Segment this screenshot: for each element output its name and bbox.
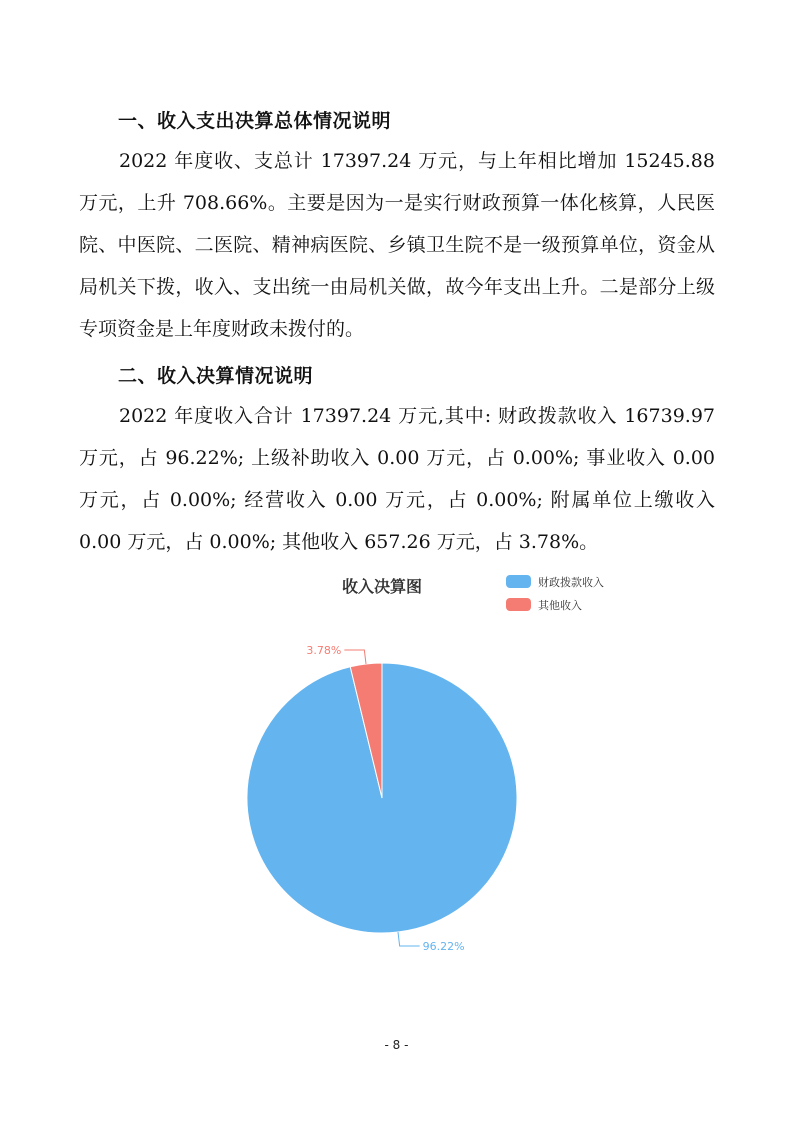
page-number: - 8 - bbox=[384, 1038, 409, 1052]
section-heading-1: 一、收入支出决算总体情况说明 bbox=[118, 110, 392, 132]
section-heading-2: 二、收入决算情况说明 bbox=[118, 365, 314, 387]
legend-label: 财政拨款收入 bbox=[538, 576, 604, 589]
label-leader-line bbox=[344, 650, 366, 664]
legend-swatch bbox=[506, 598, 531, 611]
data-label: 96.22% bbox=[422, 939, 465, 953]
label-leader-line bbox=[398, 932, 420, 946]
chart-title: 收入决算图 bbox=[341, 577, 423, 596]
section-paragraph-2: 2022 年度收入合计 17397.24 万元,其中: 财政拨款收入 16739.97 万元，占 96.22%; 上级补助收入 0.00 万元，占 0.00%; 事业收入 0.00 万元，占 0.00%; 经营收入 0.00 万元，占 0.00%; 附属单位上缴收入 0.00 万元，占 0.00%; 其他收入 657.26 万元，占 3.78%。 bbox=[79, 405, 715, 553]
section-paragraph-1: 2022 年度收、支总计 17397.24 万元，与上年相比增加 15245.88 万元，上升 708.66%。主要是因为一是实行财政预算一体化核算，人民医院、中医院、二医院、精神病医院、乡镇卫生院不是一级预算单位，资金从局机关下拨，收入、支出统一由局机关做，故今年支出上升。二是部分上级专项资金是上年度财政未拨付的。 bbox=[79, 150, 715, 340]
data-label: 3.78% bbox=[306, 644, 342, 658]
revenue-pie-chart bbox=[230, 565, 630, 965]
legend-swatch bbox=[506, 575, 531, 588]
legend-label: 其他收入 bbox=[538, 599, 582, 612]
